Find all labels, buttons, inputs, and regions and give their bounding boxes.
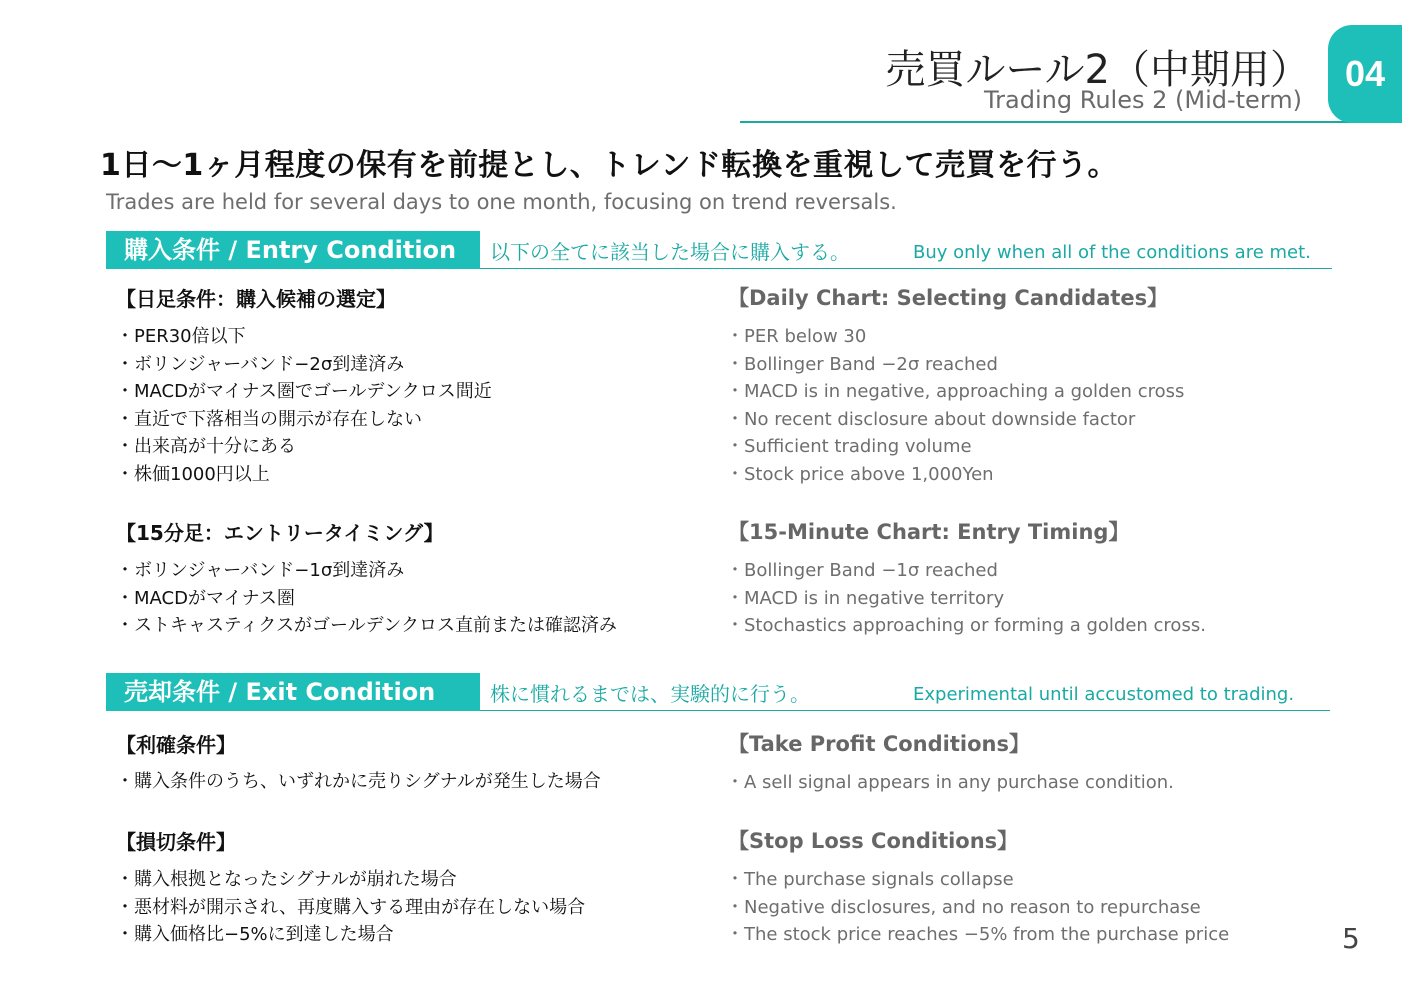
entry-section-label: 購入条件 / Entry Condition [106,231,480,269]
exit-section-underline [480,710,1330,711]
entry-section-header [106,231,1332,269]
loss-title-jp: 【損切条件】 [116,830,236,854]
list-item: ・The purchase signals collapse [726,869,1014,890]
loss-title-en: 【Stop Loss Conditions】 [728,829,1019,853]
list-item: ・悪材料が開示され、再度購入する理由が存在しない場合 [116,896,586,918]
profit-conditions-jp [116,768,601,796]
list-item: ・A sell signal appears in any purchase condition. [726,772,1174,793]
loss-conditions-en [726,866,1229,949]
daily-title-jp: 【日足条件：購入候補の選定】 [116,287,396,311]
list-item: ・出来高が十分にある [116,436,296,458]
entry-note-en: Buy only when all of the conditions are met. [913,242,1311,263]
entry-section-underline [480,268,1332,269]
daily-conditions-en [726,323,1184,489]
list-item: ・株価1000円以上 [116,463,270,485]
list-item: ・PER30倍以下 [116,326,246,347]
list-item: ・No recent disclosure about downside factor [726,408,1136,430]
list-item: ・Negative disclosures, and no reason to repurchase [726,896,1201,918]
loss-conditions-jp [116,866,585,949]
list-item: ・直近で下落相当の開示が存在しない [116,408,422,430]
list-item: ・Stochastics approaching or forming a golden cross. [726,615,1206,637]
list-item: ・Bollinger Band −1σ reached [726,560,998,581]
exit-section-header [106,673,1332,711]
list-item: ・ストキャスティクスがゴールデンクロス直前または確認済み [116,615,617,637]
min15-title-en: 【15-Minute Chart: Entry Timing】 [728,520,1130,544]
list-item: ・MACDがマイナス圏 [116,587,295,609]
profit-conditions-en [726,769,1174,797]
headline-jp: 1日〜1ヶ月程度の保有を前提とし、トレンド転換を重視して売買を行う。 [100,148,1118,183]
min15-conditions-en [726,557,1206,640]
daily-conditions-jp [116,323,492,489]
list-item: ・ボリンジャーバンド−1σ到達済み [116,560,405,581]
list-item: ・The stock price reaches −5% from the purchase price [726,924,1230,946]
headline-en: Trades are held for several days to one month, focusing on trend reversals. [106,190,897,214]
list-item: ・購入根拠となったシグナルが崩れた場合 [116,869,457,890]
exit-section-label: 売却条件 / Exit Condition [106,673,480,711]
daily-title-en: 【Daily Chart: Selecting Candidates】 [728,286,1169,310]
page-title-en: Trading Rules 2 (Mid-term) [984,86,1302,114]
min15-title-jp: 【15分足：エントリータイミング】 [116,521,444,545]
list-item: ・Stock price above 1,000Yen [726,463,994,485]
list-item: ・Bollinger Band −2σ reached [726,353,998,375]
page-title-jp: 売買ルール2（中期用） [885,47,1310,93]
entry-note-jp: 以下の全てに該当した場合に購入する。 [490,239,850,264]
title-underline [740,121,1380,123]
exit-note-en: Experimental until accustomed to trading. [913,684,1295,705]
profit-title-en: 【Take Profit Conditions】 [728,732,1030,756]
list-item: ・購入価格比−5%に到達した場合 [116,924,394,946]
page-number: 5 [1342,922,1360,955]
section-number-badge: 04 [1328,25,1402,123]
list-item: ・ボリンジャーバンド−2σ到達済み [116,353,405,375]
min15-conditions-jp [116,557,617,640]
list-item: ・MACD is in negative, approaching a golden cross [726,381,1185,403]
list-item: ・Sufficient trading volume [726,436,972,458]
profit-title-jp: 【利確条件】 [116,733,236,757]
list-item: ・購入条件のうち、いずれかに売りシグナルが発生した場合 [116,771,601,792]
list-item: ・MACD is in negative territory [726,587,1005,609]
list-item: ・PER below 30 [726,326,867,347]
list-item: ・MACDがマイナス圏でゴールデンクロス間近 [116,381,492,403]
exit-note-jp: 株に慣れるまでは、実験的に行う。 [490,681,810,706]
